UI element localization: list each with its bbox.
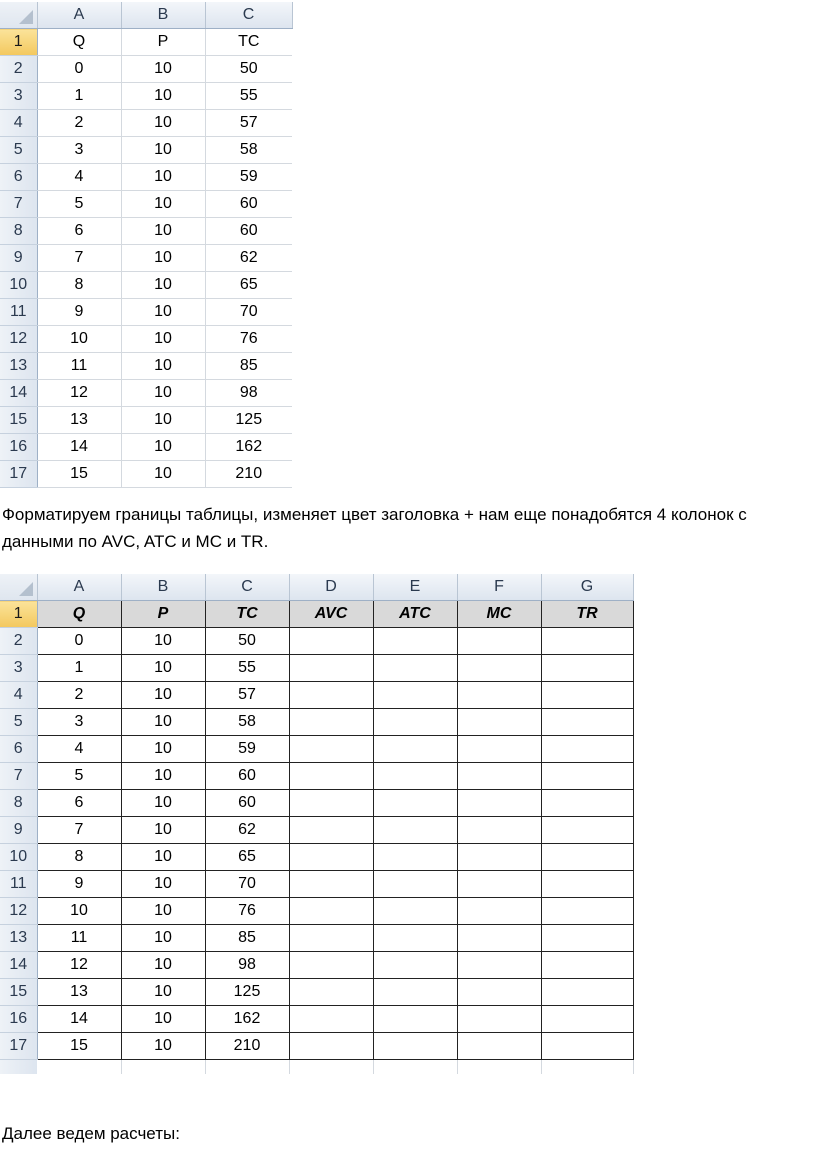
paragraph-next-step: Далее ведем расчеты:: [2, 1124, 180, 1143]
row-header[interactable]: 17: [0, 461, 37, 488]
empty-cell[interactable]: [373, 790, 457, 817]
empty-cell[interactable]: [373, 682, 457, 709]
cell[interactable]: 58: [205, 137, 292, 164]
row-header[interactable]: 7: [0, 763, 37, 790]
table-row: [0, 56, 292, 83]
table-row: [0, 245, 292, 272]
cell[interactable]: 162: [205, 434, 292, 461]
row-header[interactable]: 11: [0, 299, 37, 326]
cell[interactable]: 15: [37, 1033, 121, 1060]
cell[interactable]: 85: [205, 925, 289, 952]
empty-cell: [541, 1060, 633, 1075]
row-header[interactable]: 3: [0, 83, 37, 110]
cell[interactable]: 62: [205, 245, 292, 272]
empty-cell: [37, 1060, 121, 1075]
cell[interactable]: 2: [37, 110, 121, 137]
cell[interactable]: 10: [121, 655, 205, 682]
row-header[interactable]: 15: [0, 407, 37, 434]
empty-cell[interactable]: [373, 655, 457, 682]
cell[interactable]: 76: [205, 898, 289, 925]
cell[interactable]: 60: [205, 790, 289, 817]
cell[interactable]: 12: [37, 380, 121, 407]
empty-cell[interactable]: [457, 844, 541, 871]
empty-cell[interactable]: [541, 682, 633, 709]
cell[interactable]: 59: [205, 736, 289, 763]
empty-cell[interactable]: [457, 817, 541, 844]
cell[interactable]: 10: [121, 1006, 205, 1033]
cell[interactable]: 10: [121, 353, 205, 380]
row-header[interactable]: 4: [0, 682, 37, 709]
cell[interactable]: 10: [121, 434, 205, 461]
cell[interactable]: 98: [205, 380, 292, 407]
empty-cell[interactable]: [289, 844, 373, 871]
cell[interactable]: 65: [205, 844, 289, 871]
cell[interactable]: 10: [121, 191, 205, 218]
cell[interactable]: 10: [121, 326, 205, 353]
header-cell-q[interactable]: Q: [37, 601, 121, 628]
empty-cell[interactable]: [541, 925, 633, 952]
cell[interactable]: 10: [37, 898, 121, 925]
table-header-row: [0, 601, 633, 628]
cell[interactable]: 10: [121, 844, 205, 871]
table-row: [0, 1006, 633, 1033]
cell[interactable]: 98: [205, 952, 289, 979]
cell[interactable]: 62: [205, 817, 289, 844]
empty-cell[interactable]: [457, 682, 541, 709]
empty-cell[interactable]: [541, 952, 633, 979]
cell[interactable]: 162: [205, 1006, 289, 1033]
empty-cell[interactable]: [541, 1033, 633, 1060]
table-row: [0, 326, 292, 353]
header-cell-avc[interactable]: AVC: [289, 601, 373, 628]
table-row: [0, 817, 633, 844]
empty-cell[interactable]: [373, 628, 457, 655]
table-row: [0, 461, 292, 488]
cell[interactable]: 10: [121, 218, 205, 245]
empty-cell[interactable]: [541, 763, 633, 790]
table-row: [0, 655, 633, 682]
row-header[interactable]: 9: [0, 817, 37, 844]
empty-cell: [373, 1060, 457, 1075]
table-row: [0, 191, 292, 218]
cell[interactable]: 125: [205, 407, 292, 434]
cell[interactable]: 10: [121, 709, 205, 736]
empty-cell[interactable]: [541, 736, 633, 763]
column-header-f[interactable]: F: [457, 574, 541, 601]
row-header[interactable]: 8: [0, 218, 37, 245]
row-header[interactable]: 14: [0, 380, 37, 407]
cell[interactable]: 11: [37, 353, 121, 380]
row-header[interactable]: 6: [0, 736, 37, 763]
table-row: [0, 628, 633, 655]
cell[interactable]: 10: [121, 164, 205, 191]
cell[interactable]: 10: [121, 1033, 205, 1060]
cell[interactable]: 10: [121, 407, 205, 434]
empty-cell[interactable]: [541, 628, 633, 655]
row-header[interactable]: 1: [0, 601, 37, 628]
empty-cell[interactable]: [457, 709, 541, 736]
column-header-row: [0, 574, 633, 601]
cell[interactable]: 10: [121, 736, 205, 763]
table-row: [0, 736, 633, 763]
paragraph-formatting-note: Форматируем границы таблицы, изменяет цвет заголовка + нам еще понадобятся 4 колонок с данными по AVC, ATC и MC и TR.: [2, 505, 747, 551]
row-header[interactable]: 17: [0, 1033, 37, 1060]
empty-cell[interactable]: [289, 655, 373, 682]
empty-cell[interactable]: [373, 1033, 457, 1060]
row-header[interactable]: 8: [0, 790, 37, 817]
cell[interactable]: 70: [205, 871, 289, 898]
cell[interactable]: 8: [37, 844, 121, 871]
empty-cell[interactable]: [457, 979, 541, 1006]
empty-cell[interactable]: [289, 1033, 373, 1060]
empty-cell[interactable]: [541, 898, 633, 925]
cell[interactable]: 59: [205, 164, 292, 191]
table-row: [0, 353, 292, 380]
empty-cell[interactable]: [373, 871, 457, 898]
table-row: [0, 979, 633, 1006]
cell[interactable]: 5: [37, 763, 121, 790]
empty-cell[interactable]: [457, 1006, 541, 1033]
column-header-b[interactable]: B: [121, 574, 205, 601]
empty-cell[interactable]: [373, 979, 457, 1006]
row-header[interactable]: 4: [0, 110, 37, 137]
cell[interactable]: 3: [37, 137, 121, 164]
cell[interactable]: 10: [121, 979, 205, 1006]
cell[interactable]: 1: [37, 83, 121, 110]
cell[interactable]: 10: [121, 83, 205, 110]
row-header[interactable]: 13: [0, 353, 37, 380]
select-all-triangle-icon: [19, 10, 33, 24]
cell[interactable]: 10: [121, 898, 205, 925]
cell[interactable]: 13: [37, 407, 121, 434]
cell[interactable]: 10: [121, 628, 205, 655]
cell[interactable]: 58: [205, 709, 289, 736]
cell[interactable]: 10: [37, 326, 121, 353]
empty-cell: [289, 1060, 373, 1075]
table-row: [0, 871, 633, 898]
cell[interactable]: 1: [37, 655, 121, 682]
column-header-c[interactable]: C: [205, 2, 292, 29]
row-header[interactable]: 16: [0, 434, 37, 461]
table-row: [0, 380, 292, 407]
cell[interactable]: 60: [205, 191, 292, 218]
cell[interactable]: 10: [121, 682, 205, 709]
empty-cell[interactable]: [373, 925, 457, 952]
cell[interactable]: 210: [205, 461, 292, 488]
table-row: [0, 299, 292, 326]
cell[interactable]: 55: [205, 655, 289, 682]
empty-cell[interactable]: [541, 790, 633, 817]
select-all-corner[interactable]: [0, 2, 37, 29]
empty-cell[interactable]: [373, 1006, 457, 1033]
empty-cell[interactable]: [457, 628, 541, 655]
cell[interactable]: 13: [37, 979, 121, 1006]
empty-cell[interactable]: [541, 871, 633, 898]
table-row: [0, 110, 292, 137]
empty-cell[interactable]: [289, 790, 373, 817]
empty-cell: [457, 1060, 541, 1075]
column-header-a[interactable]: A: [37, 2, 121, 29]
cell[interactable]: 11: [37, 925, 121, 952]
cell[interactable]: 10: [121, 871, 205, 898]
row-header[interactable]: 3: [0, 655, 37, 682]
cell[interactable]: 3: [37, 709, 121, 736]
empty-cell[interactable]: [541, 1006, 633, 1033]
table-row: [0, 137, 292, 164]
empty-cell[interactable]: [289, 1006, 373, 1033]
cell[interactable]: 85: [205, 353, 292, 380]
empty-cell[interactable]: [289, 817, 373, 844]
cell[interactable]: 9: [37, 871, 121, 898]
empty-cell[interactable]: [457, 736, 541, 763]
table-row: [0, 272, 292, 299]
cell[interactable]: Q: [37, 29, 121, 56]
empty-cell[interactable]: [457, 763, 541, 790]
cell[interactable]: 7: [37, 245, 121, 272]
cell[interactable]: 6: [37, 218, 121, 245]
column-header-row: [0, 2, 292, 29]
cell[interactable]: 70: [205, 299, 292, 326]
column-header-a[interactable]: A: [37, 574, 121, 601]
cell[interactable]: 4: [37, 164, 121, 191]
column-header-g[interactable]: G: [541, 574, 633, 601]
row-header[interactable]: 16: [0, 1006, 37, 1033]
empty-cell[interactable]: [457, 898, 541, 925]
header-cell-tc[interactable]: TC: [205, 601, 289, 628]
column-header-d[interactable]: D: [289, 574, 373, 601]
table-row: [0, 898, 633, 925]
empty-cell[interactable]: [541, 979, 633, 1006]
row-header[interactable]: 10: [0, 844, 37, 871]
table-row: [0, 1033, 633, 1060]
header-cell-p[interactable]: P: [121, 601, 205, 628]
cell[interactable]: 10: [121, 245, 205, 272]
empty-cell[interactable]: [289, 871, 373, 898]
cell[interactable]: TC: [205, 29, 292, 56]
empty-cell[interactable]: [457, 871, 541, 898]
table-row: [0, 952, 633, 979]
cell[interactable]: 10: [121, 952, 205, 979]
spreadsheet-1: [0, 2, 293, 488]
empty-cell[interactable]: [373, 952, 457, 979]
cell[interactable]: 0: [37, 628, 121, 655]
empty-cell[interactable]: [457, 655, 541, 682]
cell[interactable]: 5: [37, 191, 121, 218]
cell[interactable]: P: [121, 29, 205, 56]
cell[interactable]: 14: [37, 1006, 121, 1033]
empty-cell[interactable]: [373, 736, 457, 763]
cell[interactable]: 57: [205, 110, 292, 137]
row-header[interactable]: 13: [0, 925, 37, 952]
cell[interactable]: 50: [205, 628, 289, 655]
empty-cell[interactable]: [457, 1033, 541, 1060]
row-header[interactable]: 14: [0, 952, 37, 979]
row-header[interactable]: 5: [0, 709, 37, 736]
cell[interactable]: 10: [121, 299, 205, 326]
cell[interactable]: 9: [37, 299, 121, 326]
empty-cell[interactable]: [373, 709, 457, 736]
row-header[interactable]: 2: [0, 56, 37, 83]
cell[interactable]: 50: [205, 56, 292, 83]
empty-cell[interactable]: [541, 844, 633, 871]
empty-cell[interactable]: [373, 898, 457, 925]
cell[interactable]: 14: [37, 434, 121, 461]
empty-cell[interactable]: [457, 925, 541, 952]
select-all-triangle-icon: [19, 582, 33, 596]
table-row: [0, 709, 633, 736]
spreadsheet-2: [0, 574, 634, 1074]
column-header-e[interactable]: E: [373, 574, 457, 601]
cell[interactable]: 4: [37, 736, 121, 763]
cell[interactable]: 10: [121, 925, 205, 952]
partial-row: [0, 1060, 633, 1075]
row-header[interactable]: 11: [0, 871, 37, 898]
cell[interactable]: 125: [205, 979, 289, 1006]
empty-cell[interactable]: [373, 763, 457, 790]
empty-cell[interactable]: [289, 682, 373, 709]
empty-cell[interactable]: [373, 817, 457, 844]
row-header[interactable]: 2: [0, 628, 37, 655]
cell[interactable]: 10: [121, 272, 205, 299]
row-header[interactable]: 7: [0, 191, 37, 218]
cell[interactable]: 57: [205, 682, 289, 709]
table-row: [0, 164, 292, 191]
empty-cell[interactable]: [289, 709, 373, 736]
cell[interactable]: 10: [121, 817, 205, 844]
table-row: [0, 83, 292, 110]
row-header[interactable]: 12: [0, 898, 37, 925]
row-header[interactable]: 15: [0, 979, 37, 1006]
header-cell-mc[interactable]: MC: [457, 601, 541, 628]
cell[interactable]: 15: [37, 461, 121, 488]
empty-cell[interactable]: [373, 844, 457, 871]
row-header[interactable]: 1: [0, 29, 37, 56]
cell[interactable]: 65: [205, 272, 292, 299]
table-row: [0, 763, 633, 790]
empty-cell: [205, 1060, 289, 1075]
row-header[interactable]: 10: [0, 272, 37, 299]
cell[interactable]: 55: [205, 83, 292, 110]
table-row: [0, 925, 633, 952]
column-header-c[interactable]: C: [205, 574, 289, 601]
cell[interactable]: 10: [121, 380, 205, 407]
empty-cell[interactable]: [457, 952, 541, 979]
empty-cell[interactable]: [289, 763, 373, 790]
empty-cell[interactable]: [289, 952, 373, 979]
cell[interactable]: 10: [121, 110, 205, 137]
select-all-corner[interactable]: [0, 574, 37, 601]
cell[interactable]: 60: [205, 763, 289, 790]
cell[interactable]: 7: [37, 817, 121, 844]
cell[interactable]: 10: [121, 461, 205, 488]
cell[interactable]: 210: [205, 1033, 289, 1060]
row-header: [0, 1060, 37, 1075]
cell[interactable]: 10: [121, 56, 205, 83]
cell[interactable]: 10: [121, 137, 205, 164]
header-cell-atc[interactable]: ATC: [373, 601, 457, 628]
cell[interactable]: 12: [37, 952, 121, 979]
header-cell-tr[interactable]: TR: [541, 601, 633, 628]
empty-cell: [121, 1060, 205, 1075]
cell[interactable]: 10: [121, 790, 205, 817]
table-row: [0, 407, 292, 434]
cell[interactable]: 0: [37, 56, 121, 83]
column-header-b[interactable]: B: [121, 2, 205, 29]
table-row: [0, 844, 633, 871]
cell[interactable]: 6: [37, 790, 121, 817]
empty-cell[interactable]: [289, 925, 373, 952]
cell[interactable]: 76: [205, 326, 292, 353]
empty-cell[interactable]: [289, 628, 373, 655]
empty-cell[interactable]: [457, 790, 541, 817]
row-header[interactable]: 5: [0, 137, 37, 164]
table-row: [0, 434, 292, 461]
table-row: [0, 218, 292, 245]
row-header[interactable]: 12: [0, 326, 37, 353]
cell[interactable]: 10: [121, 763, 205, 790]
cell[interactable]: 8: [37, 272, 121, 299]
row-header[interactable]: 6: [0, 164, 37, 191]
table-row: [0, 790, 633, 817]
empty-cell[interactable]: [289, 979, 373, 1006]
empty-cell[interactable]: [289, 898, 373, 925]
empty-cell[interactable]: [289, 736, 373, 763]
empty-cell[interactable]: [541, 709, 633, 736]
empty-cell[interactable]: [541, 817, 633, 844]
row-header[interactable]: 9: [0, 245, 37, 272]
cell[interactable]: 2: [37, 682, 121, 709]
cell[interactable]: 60: [205, 218, 292, 245]
table-row: [0, 29, 292, 56]
empty-cell[interactable]: [541, 655, 633, 682]
table-row: [0, 682, 633, 709]
